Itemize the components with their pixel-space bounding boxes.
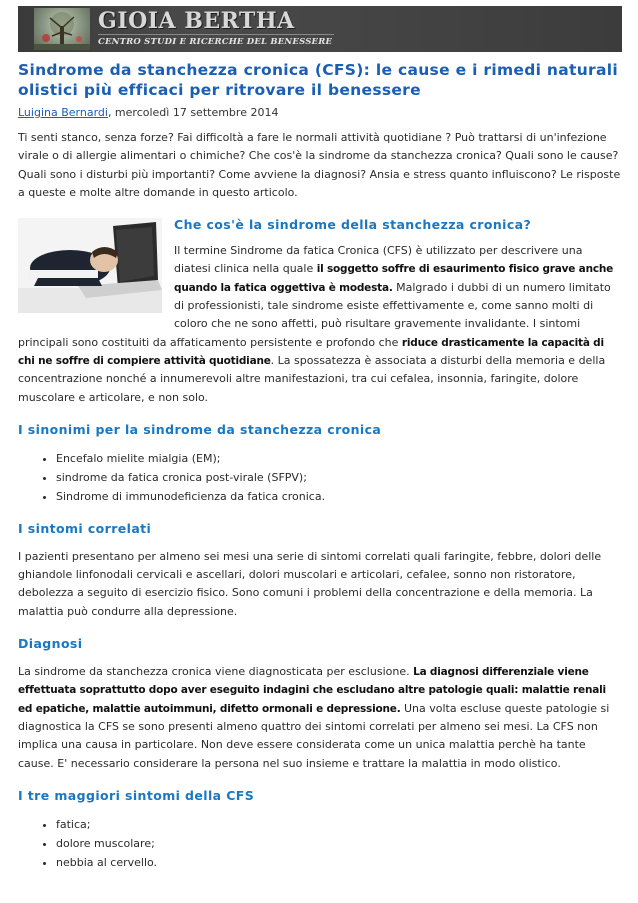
publish-date: , mercoledì 17 settembre 2014 — [107, 106, 279, 119]
intro-paragraph: Ti senti stanco, senza forze? Fai difficoltà a fare le normali attività quotidiane ? Può trattarsi di un'infezione virale o di allergie alimentari o chimiche? Che cos'è la sindrome da stanchezza cronica? Quali sono le cause? Quali sono i disturbi più importanti? Come avviene la diagnosi? Ansia e stress quanto influiscono? Le risposte a queste e molte altre domande in questo articolo. — [18, 131, 621, 199]
list-item: • dolore muscolare; — [56, 834, 622, 853]
what-is-text-a: Il termine Sindrome da fatica Cronica (CFS) è utilizzato per descrivere una diatesi clinica nella quale — [174, 244, 583, 276]
what-is-text-b: Malgrado i dubbi di un numero limitato di professionisti, tale sindrome esiste effettivamente e, come sanno molti di coloro che ne sono affetti, può risultare gravemente invalidante. I sintomi principali sono costituiti da affaticamento persistente e profondo che — [18, 280, 611, 349]
site-brand-name[interactable]: GIOIA BERTHA — [98, 8, 295, 34]
list-item: • fatica; — [56, 815, 622, 834]
synonyms-list — [18, 449, 622, 506]
symptoms-paragraph: I pazienti presentano per almeno sei mesi una serie di sintomi correlati quali faringite, febbre, dolori delle ghiandole linfonodali cervicali e ascellari, dolori muscolari e articolari, cefalee, sonno non ristoratore, debolezza a seguito di esercizio fisico. Sono comuni i problemi della concentrazione e della memoria. La malattia può condurre alla depressione. — [18, 549, 602, 618]
diagnosis-paragraph — [18, 663, 622, 773]
what-is-highlight-2: riduce drasticamente la capacità di chi ne soffre di compiere attività quotidiane — [18, 336, 604, 367]
tired-man-at-laptop-image — [18, 218, 162, 313]
section-heading-symptoms: I sintomi correlati — [18, 520, 152, 536]
list-item: • nebbia al cervello. — [56, 853, 622, 872]
article-byline — [18, 106, 622, 119]
diagnosis-text-b: Una volta escluse queste patologie si diagnostica la CFS se sono presenti almeno quattro dei sintomi correlati per almeno sei mesi. La CFS non implica una causa in particolare. Non deve essere considerata come un unica malattia perchè ha tante cause. E' necessario considerare la persona nel suo insieme e trattare la malattia in modo olistico. — [18, 701, 610, 770]
main-symptoms-list — [18, 815, 622, 872]
section-what-is-cfs — [18, 216, 622, 407]
article-title: Sindrome da stanchezza cronica (CFS): le cause e i rimedi naturali olistici più efficaci per ritrovare il benessere — [18, 61, 618, 99]
section-heading-synonyms: I sinonimi per la sindrome da stanchezza cronica — [18, 421, 382, 437]
list-item: • sindrome da fatica cronica post-virale (SFPV); — [56, 468, 622, 487]
article — [18, 60, 622, 872]
diagnosis-highlight: La diagnosi differenziale viene effettuata soprattutto dopo aver eseguito indagini che escludano altre patologie quali: malattie renali ed epatiche, malattie autoimmuni, difetto ormonali e depressione. — [18, 666, 606, 715]
list-item: • Encefalo mielite mialgia (EM); — [56, 449, 622, 468]
diagnosis-text-a: La sindrome da stanchezza cronica viene diagnosticata per esclusione. — [18, 665, 414, 679]
what-is-highlight-1: il soggetto soffre di esaurimento fisico grave anche quando la fatica oggettiva è modesta. — [174, 263, 614, 294]
list-item: • Sindrome di immunodeficienza da fatica cronica. — [56, 487, 622, 506]
site-tagline: CENTRO STUDI E RICERCHE DEL BENESSERE — [98, 37, 333, 47]
what-is-text-c: . La spossatezza è associata a disturbi della memoria e della concentrazione nonché a innumerevoli altre manifestazioni, tra cui cefalea, insonnia, faringite, dolore muscolare e articolare, e non solo. — [18, 353, 606, 404]
section-heading-main-symptoms: I tre maggiori sintomi della CFS — [18, 787, 255, 803]
site-header-banner[interactable] — [18, 6, 622, 52]
header-divider — [98, 34, 334, 35]
section-heading-diagnosis: Diagnosi — [18, 636, 83, 652]
author-link[interactable]: Luigina Bernardi — [18, 106, 108, 119]
section-heading-what-is: Che cos'è la sindrome della stanchezza cronica? — [174, 217, 532, 233]
tree-of-life-logo-icon[interactable] — [34, 8, 90, 50]
